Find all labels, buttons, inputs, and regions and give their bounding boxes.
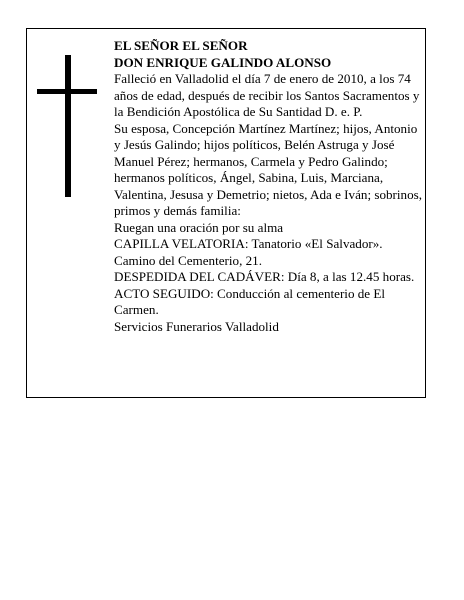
family-paragraph: Su esposa, Concepción Martínez Martínez; hijos, Antonio y Jesús Galindo; hijos políticos, Belén Astruga y José Manuel Pérez; hermanos, Carmela y Pedro Galindo; hermanos políticos, Ángel, Sabina, Luis, Marciana, Valentina, Jesusa y Demetrio; nietos, Ada e Iván; sobrinos, primos y demás familia: xyxy=(114,120,423,218)
farewell-paragraph: DESPEDIDA DEL CADÁVER: Día 8, a las 12.45 horas. xyxy=(114,269,415,284)
funeral-home-line: Servicios Funerarios Valladolid xyxy=(114,318,279,334)
cross-horizontal-bar xyxy=(37,89,97,94)
deceased-name: DON ENRIQUE GALINDO ALONSO xyxy=(114,54,332,70)
obituary-notice xyxy=(26,28,426,398)
cross-icon xyxy=(37,55,97,197)
heading-title: EL SEÑOR EL SEÑOR xyxy=(114,38,248,53)
death-paragraph: Falleció en Valladolid el día 7 de enero de 2010, a los 74 años de edad, después de recibir los Santos Sacramentos y la Bendición Apostólica de Su Santidad D. e. P. xyxy=(114,71,420,119)
notice-text xyxy=(114,38,424,335)
chapel-paragraph: CAPILLA VELATORIA: Tanatorio «El Salvador». Camino del Cementerio, 21. xyxy=(114,236,383,268)
cross-vertical-bar xyxy=(65,55,71,197)
procession-paragraph: ACTO SEGUIDO: Conducción al cementerio de El Carmen. xyxy=(114,285,386,317)
prayer-line: Ruegan una oración por su alma xyxy=(114,219,284,235)
